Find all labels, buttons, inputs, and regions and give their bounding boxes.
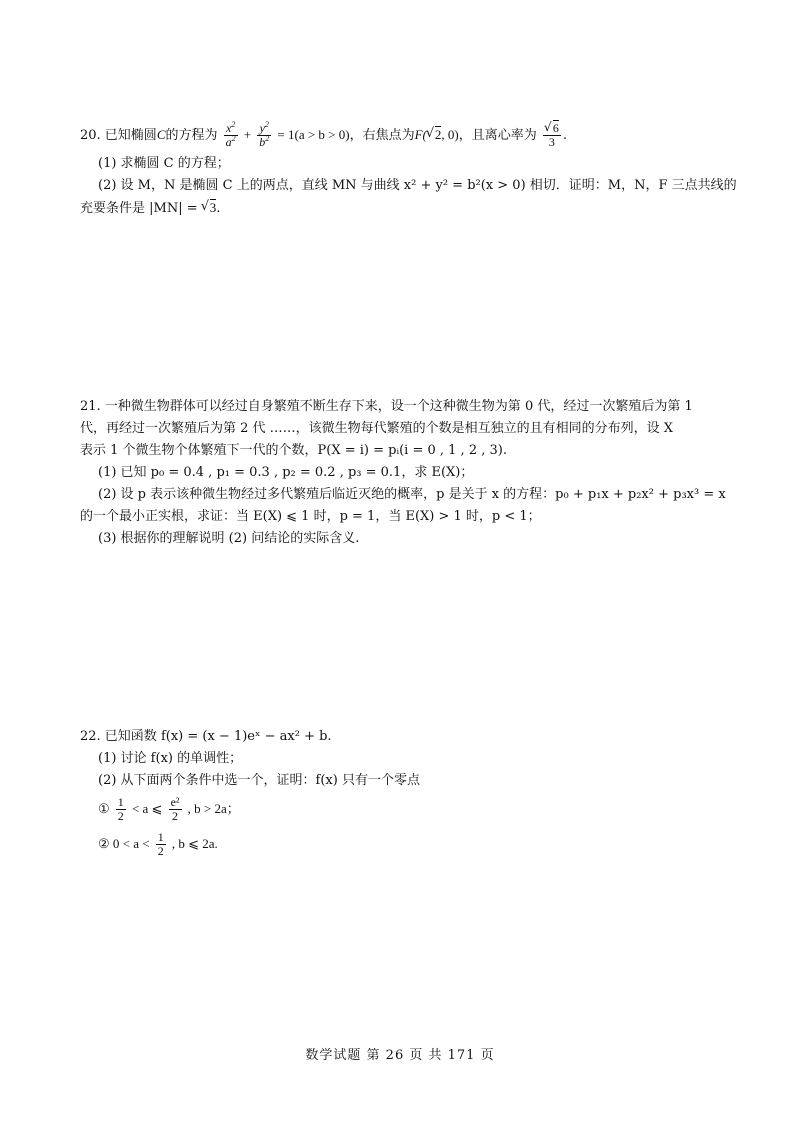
problem-22-statement: 22. 已知函数 f(x) = (x − 1)eˣ − ax² + b. [80,729,332,744]
fraction-sqrt6-3: √ $\frac{6}{3}$ [543,122,561,149]
problem-22 [80,726,730,862]
fraction-1-2: $\frac{1}{2}$ [117,795,124,823]
fraction-1-2-b: $\frac{1}{2}$ [157,830,164,858]
fraction-x2-a2: $\frac{x^2}{a^2}$ [225,120,236,149]
problem-20 [80,118,737,220]
problem-20-part-2-cont: 充要条件是 |MN| = √ 3. [80,197,730,220]
fraction-y2-b2: $\frac{y^2}{b^2}$ [259,120,270,149]
problem-21 [80,396,730,550]
problem-21-line-3: 表示 1 个微生物个体繁殖下一代的个数，P(X = i) = pᵢ(i = 0 , 1 , 2 , 3). [80,443,507,458]
problem-22-part-1: (1) 讨论 f(x) 的单调性； [98,751,243,766]
problem-21-line-1: 21. 一种微生物群体可以经过自身繁殖不断生存下来，设一个这种微生物为第 0 代，经过一次繁殖后为第 1 [80,399,693,414]
problem-22-condition-1: ① $\frac{1}{2}$ < a ⩽ $\frac{\text{e²}}{2}$ , b > 2a； [98,795,240,823]
problem-21-part-2: (2) 设 p 表示该种微生物经过多代繁殖后临近灭绝的概率，p 是关于 x 的方程：p₀ + p₁x + p₂x² + p₃x³ = x [98,487,726,502]
problem-20-part-1: (1) 求椭圆 C 的方程； [98,156,230,171]
problem-21-line-2: 代，再经过一次繁殖后为第 2 代 ……，该微生物每代繁殖的个数是相互独立的且有相同的分布列，设 X [80,421,674,436]
problem-20-statement: 20. 已知椭圆C的方程为 $\frac{x^2}{a^2}$ + $\frac{y^2}{b^2}$ = 1(a > b > 0)，右焦点为F(√ 2, 0)，且离心率为 √ $\frac{6}{3}$ . [80,118,730,153]
problem-21-part-2-cont: 的一个最小正实根，求证：当 E(X) ⩽ 1 时，p = 1，当 E(X) > 1 时，p < 1； [80,509,541,524]
problem-21-part-1: (1) 已知 p₀ = 0.4 , p₁ = 0.3 , p₂ = 0.2 , p₃ = 0.1，求 E(X)； [98,465,474,480]
page-footer: 数学试题 第 26 页 共 171 页 [305,1048,495,1063]
fraction-e2-2: $\frac{\text{e²}}{2}$ [170,795,180,823]
problem-22-condition-2: ② 0 < a < $\frac{1}{2}$ , b ⩽ 2a. [98,830,218,858]
problem-20-part-2: (2) 设 M，N 是椭圆 C 上的两点，直线 MN 与曲线 x² + y² = b²(x > 0) 相切．证明：M，N，F 三点共线的 [98,178,737,193]
problem-22-part-2: (2) 从下面两个条件中选一个，证明：f(x) 只有一个零点 [98,773,420,788]
sqrt-3: √ 3 [202,197,217,220]
sqrt-2: √ 2 [427,118,442,153]
problem-21-part-3: (3) 根据你的理解说明 (2) 问结论的实际含义. [98,531,360,546]
problem-20-lead: 20. 已知椭圆 [80,128,157,143]
